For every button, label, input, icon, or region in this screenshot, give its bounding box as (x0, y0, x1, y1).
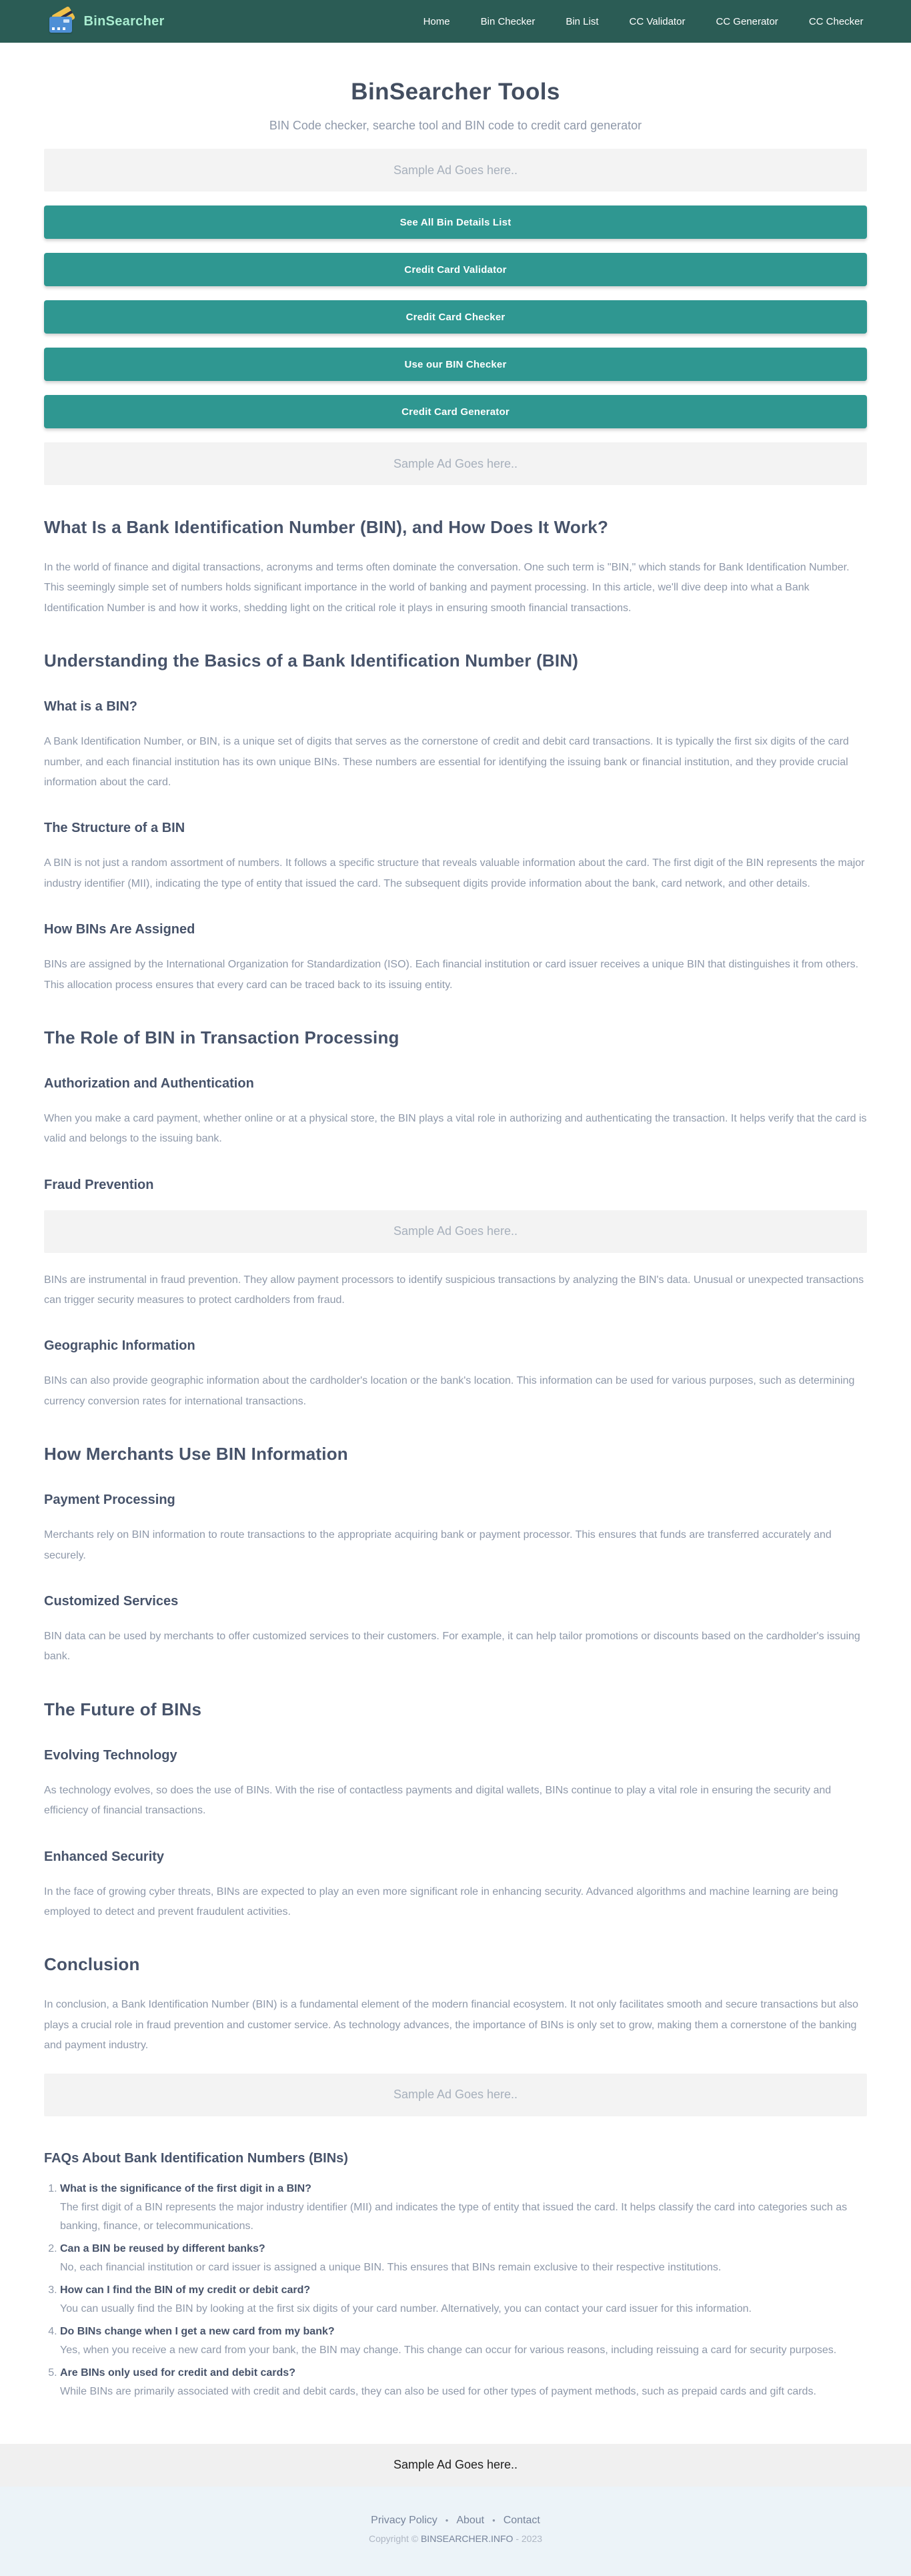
faq-answer: The first digit of a BIN represents the major industry identifier (MII) and indicates the type of entity that issued the card. It helps classify the card into categories such as banking, finance, or telecommunications. (60, 2201, 848, 2232)
credit-card-validator-button[interactable]: Credit Card Validator (44, 253, 867, 286)
article-paragraph: BINs can also provide geographic information about the cardholder's location or the bank's location. This information can be used for various purposes, such as determining currency conversion rates for international transactions. (44, 1375, 855, 1407)
credit-card-checker-button[interactable]: Credit Card Checker (44, 300, 867, 334)
article-heading: Conclusion (44, 1954, 140, 1975)
page-title: BinSearcher Tools (351, 79, 560, 105)
page-subtitle: BIN Code checker, searche tool and BIN code to credit card generator (269, 119, 642, 132)
footer-ad-text: Sample Ad Goes here.. (393, 2458, 518, 2472)
footer-link-contact[interactable]: Contact (503, 2514, 540, 2526)
article-paragraph: In the world of finance and digital transactions, acronyms and terms often dominate the conversation. One such term is "BIN," which stands for Bank Identification Number. This seemingly simple set of numbers holds significant importance in the world of banking and payment processing. In this article, we'll dive deep into what a Bank Identification Number is and how it works, shedding light on the critical role it plays in ensuring smooth financial transactions. (44, 562, 850, 614)
brand-logo[interactable] (48, 9, 165, 33)
article-heading: Fraud Prevention (44, 1177, 154, 1192)
article-body (44, 517, 867, 2116)
article-heading: Evolving Technology (44, 1747, 177, 1763)
see-all-bin-details-list-button[interactable]: See All Bin Details List (44, 205, 867, 239)
ad-banner-text: Sample Ad Goes here.. (393, 163, 518, 177)
copyright-site: BINSEARCHER.INFO (420, 2533, 514, 2544)
article-paragraph: In conclusion, a Bank Identification Number (BIN) is a fundamental element of the modern financial ecosystem. It not only facilitates smooth and secure transactions but also plays a crucial role in fraud prevention and customer service. As technology advances, the importance of BINs is only set to grow, making them a cornerstone of the banking and payment industry. (44, 1999, 859, 2052)
ad-banner-top (44, 149, 867, 191)
ad-banner-text: Sample Ad Goes here.. (393, 456, 518, 470)
faq-item (60, 2364, 867, 2401)
article-heading: Authorization and Authentication (44, 1076, 254, 1091)
credit-card-generator-button[interactable]: Credit Card Generator (44, 395, 867, 428)
article-paragraph: BIN data can be used by merchants to offer customized services to their customers. For example, it can help tailor promotions or discounts based on the cardholder's issuing bank. (44, 1631, 860, 1663)
faq-answer: While BINs are primarily associated with credit and debit cards, they can also be used for other types of payment methods, such as prepaid cards and gift cards. (60, 2385, 816, 2397)
article-heading: Understanding the Basics of a Bank Identification Number (BIN) (44, 651, 579, 671)
article-paragraph: When you make a card payment, whether online or at a physical store, the BIN plays a vital role in authorizing and authenticating the transaction. It helps verify that the card is valid and belongs to the issuing bank. (44, 1112, 867, 1145)
faq-answer: No, each financial institution or card issuer is assigned a unique BIN. This ensures that BINs remain exclusive to their respective institutions. (60, 2261, 722, 2273)
navbar (0, 0, 911, 43)
article-heading: What is a BIN? (44, 699, 138, 715)
faq-question: 2. Can a BIN be reused by different banks? (60, 2242, 265, 2254)
footer-link-privacy-policy[interactable]: Privacy Policy (371, 2514, 437, 2526)
faq-question: 3. How can I find the BIN of my credit or debit card? (60, 2284, 311, 2296)
article-heading: Payment Processing (44, 1492, 175, 1508)
use-our-bin-checker-button[interactable]: Use our BIN Checker (44, 348, 867, 381)
faq-list (44, 2180, 867, 2401)
faq-answer: You can usually find the BIN by looking at the first six digits of your card number. Alternatively, you can contact your card issuer for this information. (60, 2302, 752, 2314)
ad-banner-inline (44, 2074, 867, 2116)
article-heading: What Is a Bank Identification Number (BIN), and How Does It Work? (44, 517, 609, 537)
faq-question: 5. Are BINs only used for credit and debit cards? (60, 2367, 295, 2379)
faq-answer: Yes, when you receive a new card from your bank, the BIN may change. This change can occur for various reasons, including reissuing a card for security purposes. (60, 2344, 837, 2356)
article-heading: Enhanced Security (44, 1849, 165, 1864)
article-paragraph: A BIN is not just a random assortment of numbers. It follows a specific structure that reveals valuable information about the card. The first digit of the BIN represents the major industry identifier (MII), indicating the type of entity that issued the card. The subsequent digits provide information about the bank, card network, and other details. (44, 857, 865, 889)
brand-name: BinSearcher (83, 13, 165, 29)
article-paragraph: Merchants rely on BIN information to route transactions to the appropriate acquiring bank or payment processor. This ensures that funds are transferred accurately and securely. (44, 1529, 832, 1561)
ad-banner-after-buttons (44, 442, 867, 485)
faq-title: FAQs About Bank Identification Numbers (BINs) (44, 2150, 348, 2166)
faq-question: 4. Do BINs change when I get a new card from my bank? (60, 2325, 335, 2337)
footer-link-about[interactable]: About (456, 2514, 485, 2526)
nav-link-cc-checker[interactable]: CC Checker (808, 15, 864, 27)
faq-item (60, 2281, 867, 2318)
article-paragraph: BINs are assigned by the International Organization for Standardization (ISO). Each financial institution or card issuer receives a unique BIN that distinguishes it from others. This allocation process ensures that every card can be traced back to its issuing entity. (44, 959, 859, 991)
ad-banner-inline (44, 1210, 867, 1253)
footer-ad-banner (0, 2444, 911, 2487)
article-paragraph: A Bank Identification Number, or BIN, is a unique set of digits that serves as the cornerstone of credit and debit card transactions. It is typically the first six digits of the card number, and each financial institution has its own unique BINs. These numbers are essential for identifying the issuing bank or financial institution, and they provide crucial information about the card. (44, 736, 849, 788)
faq-section (44, 2151, 867, 2401)
faq-item (60, 2322, 867, 2360)
faq-question: 1. What is the significance of the first digit in a BIN? (60, 2182, 311, 2194)
footer (0, 2487, 911, 2576)
footer-link-separator: • (445, 2515, 449, 2525)
footer-link-separator: • (492, 2515, 496, 2525)
article-heading: How BINs Are Assigned (44, 922, 195, 937)
article-heading: The Structure of a BIN (44, 821, 185, 836)
article-heading: The Future of BINs (44, 1699, 202, 1719)
credit-cards-icon (48, 9, 77, 33)
main-content (0, 43, 911, 2401)
nav-links (393, 16, 864, 27)
article-paragraph: As technology evolves, so does the use of BINs. With the rise of contactless payments and digital wallets, BINs continue to play a vital role in ensuring the security and efficiency of financial transactions. (44, 1784, 832, 1817)
copyright-prefix: Copyright © (368, 2533, 419, 2544)
article-paragraph: In the face of growing cyber threats, BINs are expected to play an even more significant role in enhancing security. Advanced algorithms and machine learning are being employed to detect and prevent fraudulent activities. (44, 1885, 838, 1917)
article-paragraph: BINs are instrumental in fraud prevention. They allow payment processors to identify suspicious transactions by analyzing the BIN's data. Unusual or unexpected transactions can trigger security measures to protect cardholders from fraud. (44, 1274, 864, 1306)
nav-link-cc-generator[interactable]: CC Generator (716, 15, 778, 27)
copyright (0, 2533, 911, 2544)
article-heading: How Merchants Use BIN Information (44, 1444, 348, 1464)
ad-banner-text: Sample Ad Goes here.. (393, 1224, 518, 1238)
article-heading: The Role of BIN in Transaction Processing (44, 1027, 399, 1047)
nav-link-bin-list[interactable]: Bin List (566, 15, 599, 27)
copyright-year: - 2023 (516, 2533, 543, 2544)
ad-banner-text: Sample Ad Goes here.. (393, 2088, 518, 2102)
nav-link-cc-validator[interactable]: CC Validator (629, 15, 686, 27)
faq-item (60, 2180, 867, 2236)
article-heading: Customized Services (44, 1594, 179, 1609)
nav-link-home[interactable]: Home (423, 15, 450, 27)
tool-buttons (44, 205, 867, 428)
footer-links (0, 2515, 911, 2527)
nav-link-bin-checker[interactable]: Bin Checker (480, 15, 536, 27)
article-heading: Geographic Information (44, 1338, 195, 1354)
faq-item (60, 2240, 867, 2277)
